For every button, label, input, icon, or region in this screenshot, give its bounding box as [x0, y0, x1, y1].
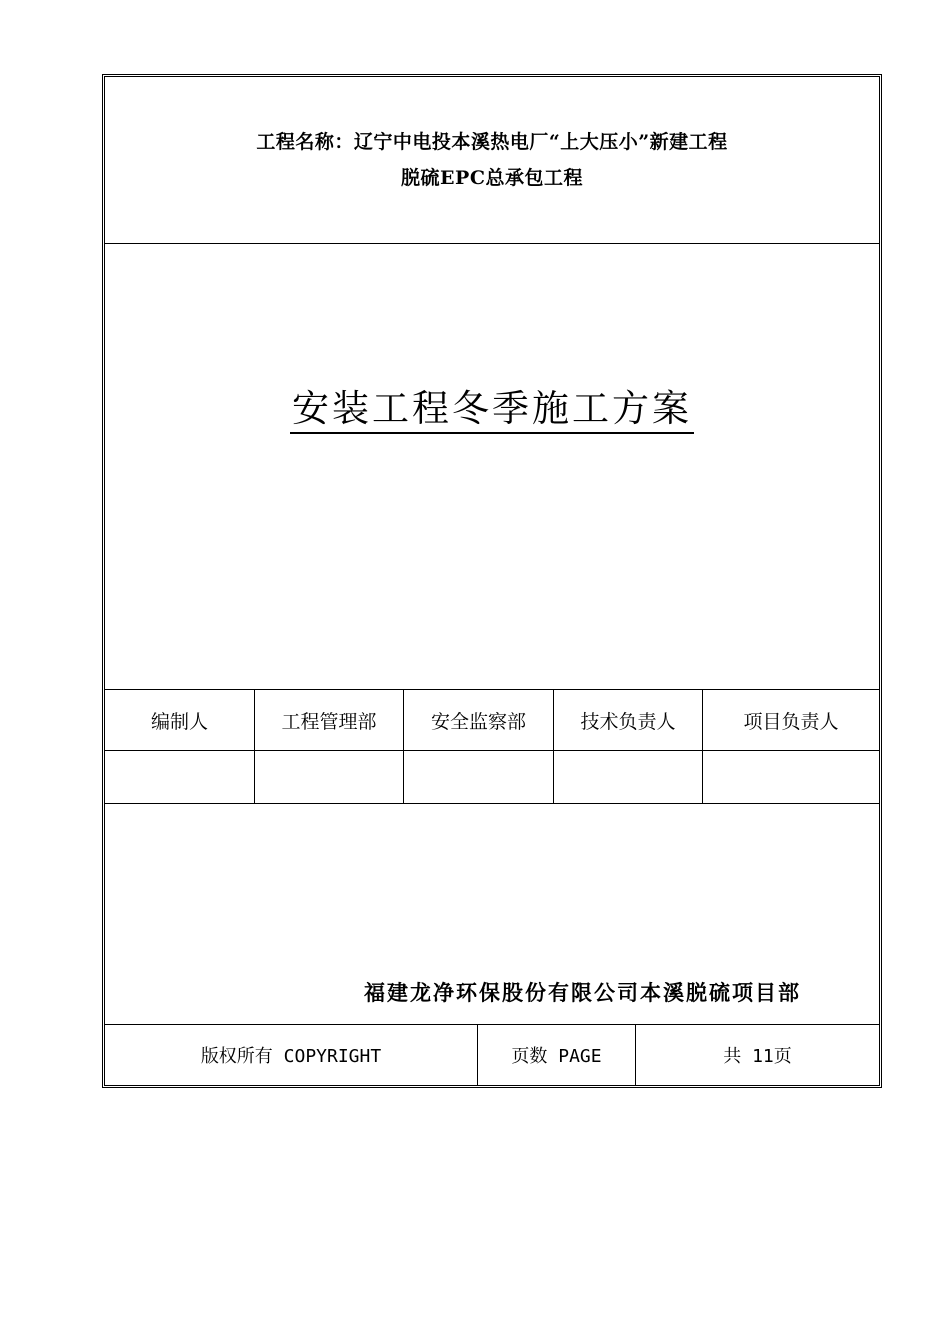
signature-table — [105, 690, 879, 804]
document-frame — [102, 74, 882, 1088]
company-section — [105, 803, 879, 1025]
page-label-cell: 页数 PAGE — [478, 1024, 636, 1085]
signature-header-row — [105, 690, 879, 751]
project-header — [105, 77, 879, 244]
signature-value-technical-lead — [554, 750, 703, 803]
copyright-cell: 版权所有 COPYRIGHT — [105, 1024, 478, 1085]
document-title-wrapper — [105, 378, 879, 432]
signature-value-compiler — [105, 750, 255, 803]
project-name-line: 工程名称：辽宁中电投本溪热电厂“上大压小”新建工程 — [256, 131, 728, 153]
signature-value-project-lead — [703, 750, 879, 803]
signature-header-compiler: 编制人 — [105, 690, 255, 750]
signature-value-safety-dept — [404, 750, 554, 803]
footer-table — [105, 1024, 879, 1085]
signature-value-engineering-dept — [255, 750, 404, 803]
signature-header-project-lead: 项目负责人 — [743, 710, 839, 733]
title-section — [105, 244, 879, 690]
signature-header-safety-dept: 安全监察部 — [404, 690, 554, 750]
document-title: 安装工程冬季施工方案 — [290, 387, 694, 434]
signature-header-technical-lead: 技术负责人 — [554, 690, 703, 750]
project-subtitle-line: 脱硫EPC总承包工程 — [401, 167, 583, 189]
company-name: 福建龙净环保股份有限公司本溪脱硫项目部 — [364, 980, 801, 1005]
signature-header-engineering-dept: 工程管理部 — [255, 690, 404, 750]
total-pages-cell: 共 11页 — [723, 1045, 792, 1067]
signature-value-row — [105, 750, 879, 803]
